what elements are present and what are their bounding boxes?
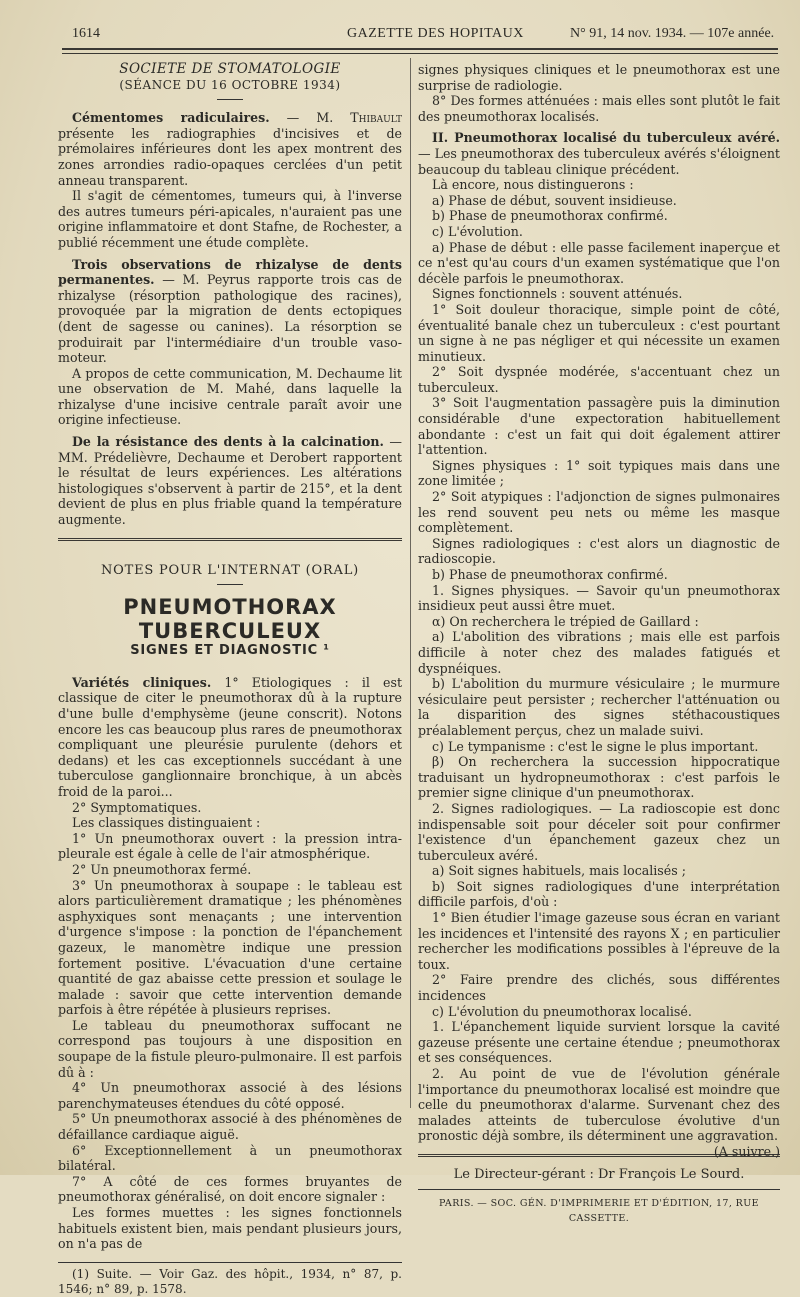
- paragraph-text: MM. Prédelièvre, Dechaume et Derobert rapportent le résultat de leurs expériences. Les altérations histologiques s'observent à partir de 215°, et la dent devient de plus en plus friable quand la température augmente.: [58, 449, 402, 528]
- notes-title: NOTES POUR L'INTERNAT (ORAL): [100, 562, 360, 578]
- paragraph: 2° Faire prendre des clichés, sous différentes incidences: [418, 972, 780, 1004]
- paragraph: Le tableau du pneumothorax suffocant ne correspond pas toujours à une disposition en soupape de la fistule pleuro-pulmonaire. Il est parfois dû à :: [58, 1017, 402, 1080]
- left-column: [58, 62, 402, 1297]
- author: M. Thibault: [316, 110, 402, 126]
- section-heading: II. Pneumothorax localisé du tuberculeux avéré.: [432, 130, 780, 146]
- paragraph: Il s'agit de cémentomes, tumeurs qui, à l'inverse des autres tumeurs péri-apicales, n'auraient pas une origine inflammatoire et dont Stafne, de Rochester, a publié récemment une étude complète.: [58, 188, 402, 250]
- printer-rule: [418, 1189, 780, 1190]
- paragraph-text: présente les radiographies d'incisives et de prémolaires inférieures dont les apex montrent des zones arrondies radio-opaques cerclées d'un petit anneau transparent.: [58, 125, 402, 188]
- list-item: c) L'évolution.: [432, 223, 523, 239]
- column-divider: [410, 58, 411, 1108]
- issue-info: N° 91, 14 nov. 1934. — 107e année.: [570, 26, 775, 41]
- paragraph: signes physiques cliniques et le pneumothorax est une surprise de radiologie.: [418, 62, 780, 93]
- paragraph: Signes radiologiques : c'est alors un diagnostic de radioscopie.: [418, 535, 780, 567]
- paragraph-text: 2. Au point de vue de l'évolution générale l'importance du pneumothorax localisé est moindre que celle du pneumothorax d'alarme. Survenant chez des malades atteints de tuberculose évolutive d'un pronostic déjà sombre, ils déterminent une aggravation.: [418, 1066, 780, 1144]
- footnote: (1) Suite. — Voir Gaz. des hôpit., 1934, n° 87, p. 1546; n° 89, p. 1578.: [58, 1266, 402, 1296]
- paragraph: Les classiques distinguaient :: [72, 815, 261, 831]
- paragraph: Les formes muettes : les signes fonctionnels habituels existent bien, mais pendant plusieurs jours, on n'a pas de: [58, 1205, 402, 1252]
- paragraph: [58, 675, 402, 800]
- paragraph: A propos de cette communication, M. Dechaume lit une observation de M. Mahé, dans laquelle la rhizalyse d'une incisive centrale paraît avoir une origine infectieuse.: [58, 365, 402, 428]
- paragraph: 3° Un pneumothorax à soupape : le tableau est alors particulièrement dramatique ; les phénomènes asphyxiques sont menaçants ; une intervention d'urgence s'impose : la ponction de l'épanchement gazeux, le manomètre indique une pression fortement positive. L'évacuation d'une certaine quantité de gaz abaisse cette pression et soulage le malade : savoir que cette intervention demande parfois à être répétée à plusieurs reprises.: [58, 877, 402, 1018]
- printer-line: PARIS. — SOC. GÉN. D'IMPRIMERIE ET D'ÉDITION, 17, RUE CASSETTE.: [439, 1197, 759, 1225]
- header-rule-thin: [62, 53, 778, 54]
- session-date: (SÉANCE DU 16 OCTOBRE 1934): [119, 77, 341, 92]
- paragraph: 8° Des formes atténuées : mais elles sont plutôt le fait des pneumothorax localisés.: [418, 93, 780, 124]
- paragraph: 1. L'épanchement liquide survient lorsque la cavité gazeuse présente une certaine étendue ; pneumothorax et ses conséquences.: [418, 1019, 780, 1066]
- short-rule: [217, 99, 243, 100]
- paragraph: c) Le tympanisme : c'est le signe le plus important.: [432, 738, 759, 754]
- paragraph: [418, 130, 780, 177]
- list-item: a) Phase de début, souvent insidieuse.: [432, 192, 677, 208]
- paragraph: c) L'évolution du pneumothorax localisé.: [432, 1003, 692, 1019]
- paragraph-text: 1° Etiologiques : il est classique de citer le pneumothorax dû à la rupture d'une bulle d'emphysème (jeune conscrit). Notons encore les cas beaucoup plus rares de pneumothorax compliquant une pleurésie purulente (dehors et dedans) et les cas exceptionnels succédant à une tuberculose ganglionnaire bronchique, à un abcès froid de la paroi...: [58, 674, 403, 799]
- paragraph: b) Phase de pneumothorax confirmé.: [432, 567, 668, 582]
- paragraph: De la résistance des dents à la calcination. — MM. Prédelièvre, Dechaume et Derobert rapportent le résultat de leurs expériences. Les altérations histologiques s'observent à partir de 215°, et la dent devient de plus en plus friable quand la température augmente.: [58, 434, 402, 528]
- paragraph: a) Phase de début : elle passe facilement inaperçue et ce n'est qu'au cours d'un examen systématique que l'on décèle parfois le pneumothorax.: [418, 239, 780, 286]
- list-item: b) Phase de pneumothorax confirmé.: [432, 208, 668, 224]
- article-subtitle: SIGNES ET DIAGNOSTIC ¹: [130, 643, 330, 659]
- paragraph: 5° Un pneumothorax associé à des phénomènes de défaillance cardiaque aiguë.: [58, 1111, 402, 1143]
- section-rule: [58, 538, 402, 541]
- paragraph: 1° Soit douleur thoracique, simple point de côté, éventualité banale chez un tuberculeux : c'est pourtant un signe à ne pas négliger et qui nécessite un examen minutieux.: [418, 301, 780, 364]
- paragraph: 2° Un pneumothorax fermé.: [72, 861, 252, 877]
- paragraph: 6° Exceptionnellement à un pneumothorax bilatéral.: [58, 1142, 402, 1174]
- paragraph-text: M. Peyrus rapporte trois cas de rhizalyse (résorption pathologique des racines), provoquée par la migration de dents ectopiques (dent de sagesse ou canines). La résorption se produirait par l'intermédiaire d'un trouble vaso-moteur.: [58, 272, 402, 366]
- paragraph: a) L'abolition des vibrations ; mais elle est parfois difficile à noter chez des malades fatigués et dyspnéiques.: [418, 629, 780, 676]
- paragraph: 3° Soit l'augmentation passagère puis la diminution considérable d'une expectoration habituellement abondante : c'est un fait qui doit également attirer l'attention.: [418, 395, 780, 458]
- paragraph: b) Soit signes radiologiques d'une interprétation difficile parfois, d'où :: [418, 878, 780, 910]
- paragraph: 2° Soit atypiques : l'adjonction de signes pulmonaires les rend souvent peu nets ou même les masque complètement.: [418, 489, 780, 536]
- article-title: PNEUMOTHORAX TUBERCULEUX: [123, 595, 337, 644]
- paragraph-text: — Les pneumothorax des tuberculeux avérés s'éloignent beaucoup du tableau clinique précédent.: [418, 145, 780, 177]
- paragraph: Trois observations de rhizalyse de dents permanentes. — M. Peyrus rapporte trois cas de rhizalyse (résorption pathologique des racines), provoquée par la migration de dents ectopiques (dent de sagesse ou canines). La résorption se produirait par l'intermédiaire d'un trouble vaso-moteur.: [58, 256, 402, 366]
- page-header: [62, 22, 778, 46]
- paragraph: 7° A côté de ces formes bruyantes de pneumothorax généralisé, on doit encore signaler :: [58, 1173, 402, 1205]
- footnote-rule: [58, 1262, 402, 1263]
- paragraph: 1° Bien étudier l'image gazeuse sous écran en variant les incidences et l'intensité des rayons X ; en particulier rechercher les modifications possibles à l'épreuve de la toux.: [418, 910, 780, 972]
- society-title: SOCIETE DE STOMATOLOGIE: [119, 61, 341, 77]
- paragraph: b) L'abolition du murmure vésiculaire ; le murmure vésiculaire peut persister ; rechercher l'atténuation ou la disparition des signes stéthacoustiques préalablement perçus, chez un malade suivi.: [418, 676, 780, 738]
- paragraph: α) On recherchera le trépied de Gaillard :: [432, 613, 699, 629]
- paragraph: 4° Un pneumothorax associé à des lésions parenchymateuses étendues du côté opposé.: [58, 1080, 402, 1111]
- page-number: 1614: [72, 26, 100, 41]
- right-column: [418, 62, 780, 1227]
- paragraph: a) Soit signes habituels, mais localisés ;: [432, 863, 686, 879]
- header-rule: [62, 48, 778, 50]
- paragraph: Signes fonctionnels : souvent atténués.: [432, 286, 683, 302]
- section-heading: De la résistance des dents à la calcination.: [72, 434, 384, 450]
- to-be-continued: (A suivre.): [713, 1143, 780, 1159]
- director-line: Le Directeur-gérant : Dr François Le Sourd.: [453, 1166, 745, 1182]
- paragraph: 2. Signes radiologiques. — La radioscopie est donc indispensable soit pour déceler soit pour confirmer l'existence d'un épanchement gazeux chez un tuberculeux avéré.: [418, 800, 780, 863]
- paragraph: 2° Symptomatiques.: [72, 799, 202, 815]
- paragraph: 1. Signes physiques. — Savoir qu'un pneumothorax insidieux peut aussi être muet.: [418, 582, 780, 614]
- section-heading: Cémentomes radiculaires.: [72, 110, 270, 126]
- publication-title: GAZETTE DES HOPITAUX: [347, 26, 524, 41]
- section-heading: Variétés cliniques.: [72, 674, 212, 690]
- paragraph: Signes physiques : 1° soit typiques mais dans une zone limitée ;: [418, 457, 780, 489]
- section-heading: Trois observations de rhizalyse de dents permanentes.: [58, 256, 402, 288]
- paragraph: Là encore, nous distinguerons :: [432, 177, 634, 193]
- short-rule: [217, 584, 243, 585]
- paragraph: 2° Soit dyspnée modérée, s'accentuant chez un tuberculeux.: [418, 364, 780, 395]
- paragraph: [418, 1066, 780, 1159]
- paragraph: 1° Un pneumothorax ouvert : la pression intra-pleurale est égale à celle de l'air atmosphérique.: [58, 830, 402, 862]
- paragraph: β) On recherchera la succession hippocratique traduisant un hydropneumothorax : c'est parfois le premier signe clinique d'un pneumothorax.: [418, 754, 780, 801]
- paragraph: Cémentomes radiculaires. — M. Thibault présente les radiographies d'incisives et de prémolaires inférieures dont les apex montrent des zones arrondies radio-opaques cerclées d'un petit anneau transparent.: [58, 110, 402, 188]
